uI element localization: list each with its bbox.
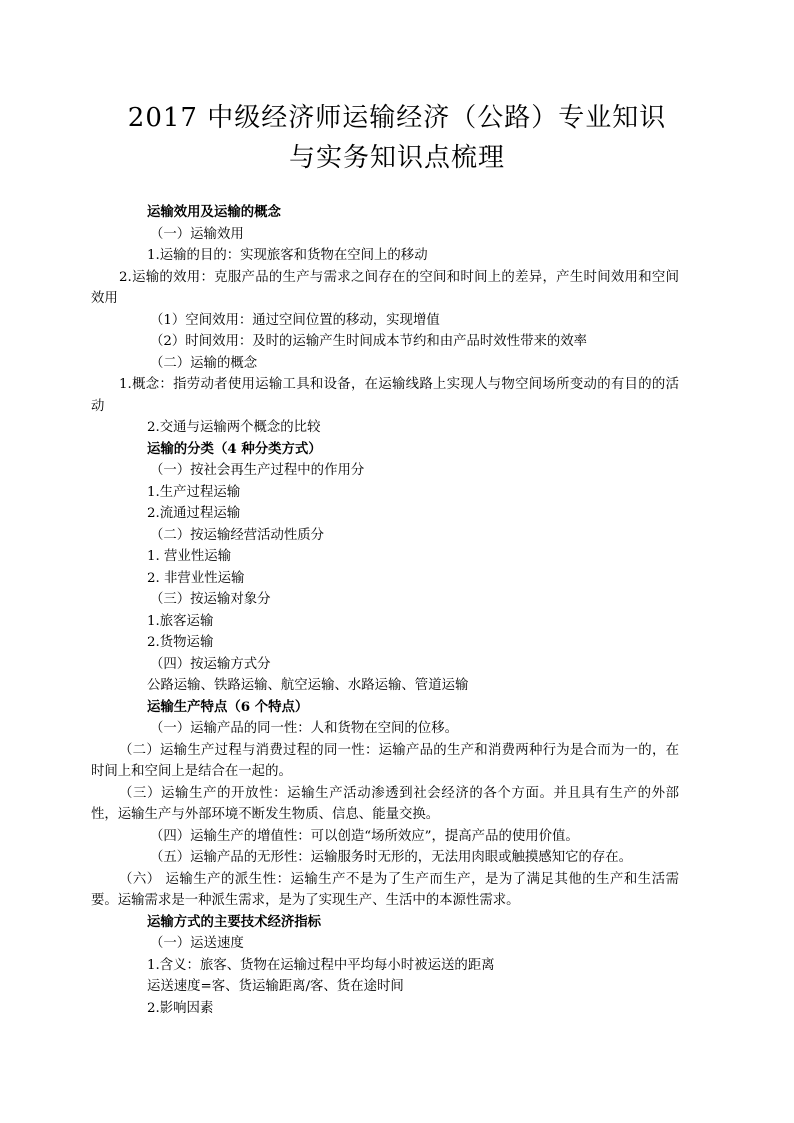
title-line-1: 2017 中级经济师运输经济（公路）专业知识 [127, 103, 667, 133]
section-heading: 运输生产特点（6 个特点） [147, 698, 309, 715]
body-paragraph: 1.旅客运输 [147, 613, 214, 629]
body-paragraph: （二）运输的概念 [150, 355, 258, 371]
title-line-2: 与实务知识点梳理 [288, 143, 505, 173]
body-paragraph: 1.概念：指劳动者使用运输工具和设备，在运输线路上实现人与物空间场所变动的有目的的活动 [91, 377, 679, 414]
section-heading: 运输效用及运输的概念 [147, 204, 281, 220]
body-paragraph: 2. 非营业性运输 [147, 570, 245, 586]
body-paragraph: （1）空间效用：通过空间位置的移动，实现增值 [150, 312, 440, 328]
body-paragraph: （一）运输产品的同一性：人和货物在空间的位移。 [150, 721, 458, 736]
body-paragraph: （四）按运输方式分 [150, 656, 271, 672]
body-paragraph: （三）运输生产的开放性：运输生产活动渗透到社会经济的各个方面。并且具有生产的外部性，运输生产与外部环境不断发生物质、信息、能量交换。 [91, 785, 679, 822]
body-paragraph: （四）运输生产的增值性：可以创造“场所效应”，提高产品的使用价值。 [150, 828, 579, 844]
body-paragraph: （五）运输产品的无形性：运输服务时无形的，无法用肉眼或触摸感知它的存在。 [150, 850, 633, 865]
body-paragraph: 公路运输、铁路运输、航空运输、水路运输、管道运输 [147, 678, 469, 693]
section-heading: 运输的分类（4 种分类方式） [147, 440, 322, 457]
document-title [80, 98, 714, 178]
body-paragraph: （二）按运输经营活动性质分 [150, 527, 325, 543]
body-paragraph: （一）按社会再生产过程中的作用分 [150, 463, 365, 478]
body-paragraph: （三）按运输对象分 [150, 592, 271, 607]
body-paragraph: 1.运输的目的：实现旅客和货物在空间上的移动 [147, 248, 428, 263]
body-paragraph: 2.运输的效用：克服产品的生产与需求之间存在的空间和时间上的差异，产生时间效用和空间效用 [91, 269, 679, 306]
body-paragraph: 1.含义：旅客、货物在运输过程中平均每小时被运送的距离 [147, 957, 495, 973]
body-paragraph: 1.生产过程运输 [147, 484, 241, 500]
body-paragraph: （2）时间效用：及时的运输产生时间成本节约和由产品时效性带来的效率 [150, 334, 588, 349]
document-body [91, 202, 679, 1019]
body-paragraph: 1. 营业性运输 [147, 549, 231, 564]
body-paragraph: 2.流通过程运输 [147, 506, 241, 521]
section-heading: 运输方式的主要技术经济指标 [147, 913, 322, 930]
body-paragraph: （一）运输效用 [150, 226, 244, 242]
body-paragraph: 2.交通与运输两个概念的比较 [147, 420, 321, 435]
body-paragraph: 2.影响因素 [147, 1000, 214, 1016]
body-paragraph: （一）运送速度 [150, 936, 244, 951]
body-paragraph: （二）运输生产过程与消费过程的同一性：运输产品的生产和消费两种行为是合而为一的，在时间上和空间上是结合在一起的。 [91, 742, 679, 779]
body-paragraph: 运送速度=客、货运输距离/客、货在途时间 [147, 979, 404, 994]
body-paragraph: （六） 运输生产的派生性：运输生产不是为了生产而生产，是为了满足其他的生产和生活需要。运输需求是一种派生需求，是为了实现生产、生活中的本源性需求。 [91, 871, 679, 908]
body-paragraph: 2.货物运输 [147, 635, 214, 650]
